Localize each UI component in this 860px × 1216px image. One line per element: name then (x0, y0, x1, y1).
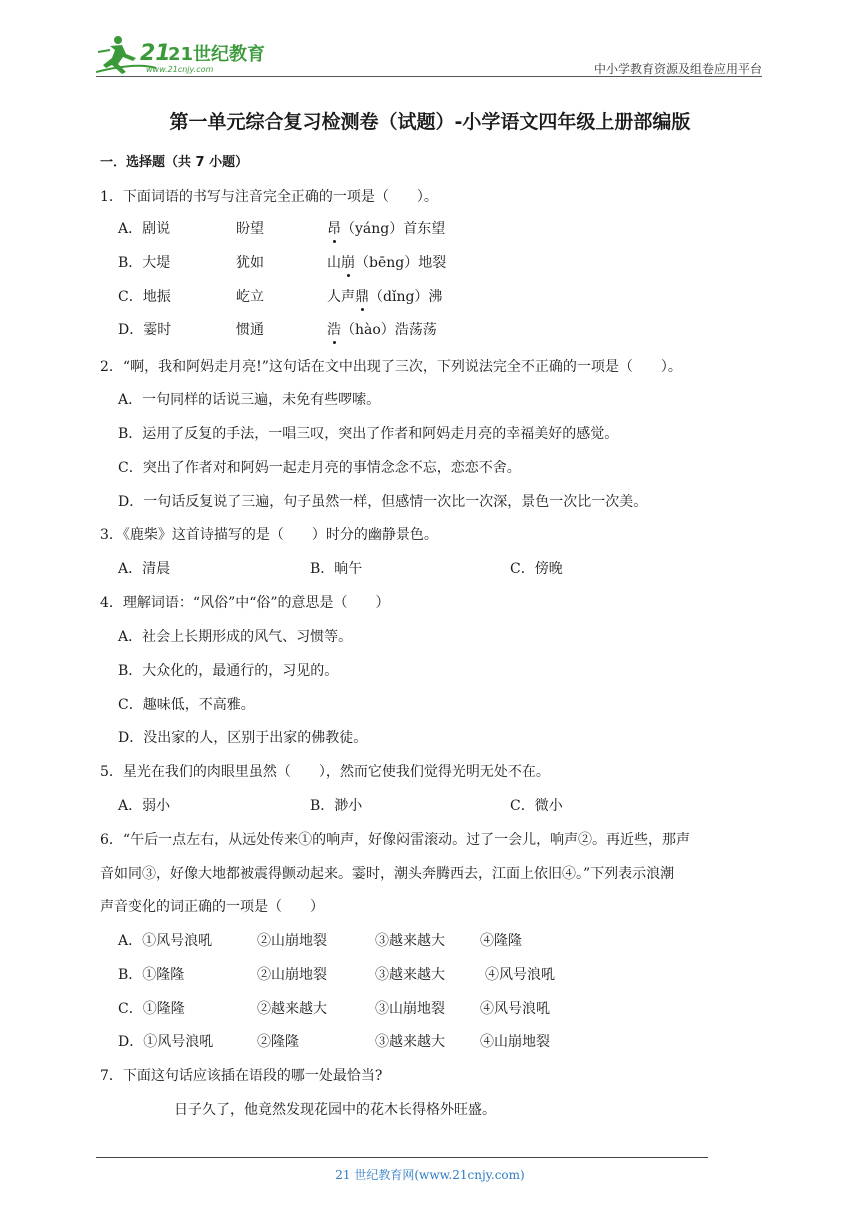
q3-option-c: C．傍晚 (510, 561, 563, 577)
footer-link[interactable]: 21 世纪教育网(www.21cnjy.com) (335, 1168, 525, 1182)
q1-stem: 1．下面词语的书写与注音完全正确的一项是（ ）。 (100, 189, 438, 205)
q4-stem: 4．理解词语：“风俗”中“俗”的意思是（ ） (100, 595, 390, 611)
q5-option-c: C．微小 (510, 798, 563, 814)
section-heading: 一．选择题（共 7 小题） (100, 155, 249, 170)
q4-option-a: A．社会上长期形成的风气、习惯等。 (118, 629, 353, 645)
header-divider (96, 76, 762, 77)
q7-stem: 7．下面这句话应该插在语段的哪一处最恰当? (100, 1068, 383, 1084)
q4-option-d: D．没出家的人，区别于出家的佛教徒。 (118, 730, 368, 746)
q5-stem: 5．星光在我们的肉眼里虽然（ ），然而它使我们觉得光明无处不在。 (100, 764, 550, 780)
q2-option-b: B．运用了反复的手法，一唱三叹，突出了作者和阿妈走月亮的幸福美好的感觉。 (118, 426, 619, 442)
q5-option-b: B．渺小 (310, 798, 363, 814)
svg-text:21世纪教育: 21世纪教育 (168, 44, 266, 65)
q4-option-b: B．大众化的，最通行的，习见的。 (118, 663, 339, 679)
q4-option-c: C．趣味低，不高雅。 (118, 697, 255, 713)
platform-name: 中小学教育资源及组卷应用平台 (593, 62, 762, 76)
q2-option-a: A．一句同样的话说三遍，未免有些啰嗦。 (118, 392, 381, 408)
q6-stem-line2: 音如同③，好像大地都被震得颤动起来。霎时，潮头奔腾西去，江面上依旧④。”下列表示浪潮 (100, 866, 675, 882)
svg-text:www.21cnjy.com: www.21cnjy.com (146, 65, 214, 74)
page-header (96, 32, 762, 80)
svg-text:21: 21 (140, 41, 171, 66)
q5-option-a: A．弱小 (118, 798, 171, 814)
q2-option-d: D．一句话反复说了三遍，句子虽然一样，但感情一次比一次深，景色一次比一次美。 (118, 494, 648, 510)
q6-stem-line1: 6．“午后一点左右，从远处传来①的响声，好像闷雷滚动。过了一会儿，响声②。再近些，那声 (100, 832, 691, 848)
footer-divider (96, 1157, 708, 1158)
q3-option-a: A．清晨 (118, 561, 171, 577)
q7-quote: 日子久了，他竟然发现花园中的花木长得格外旺盛。 (174, 1102, 496, 1118)
q2-stem: 2．“啊，我和阿妈走月亮!”这句话在文中出现了三次，下列说法完全不正确的一项是（ ）。 (100, 359, 682, 375)
document-title: 第一单元综合复习检测卷（试题）-小学语文四年级上册部编版 (169, 111, 691, 133)
q2-option-c: C．突出了作者对和阿妈一起走月亮的事情念念不忘，恋恋不舍。 (118, 460, 521, 476)
q6-stem-line3: 声音变化的词正确的一项是（ ） (100, 899, 324, 915)
q3-stem: 3．《鹿柴》这首诗描写的是（ ）时分的幽静景色。 (100, 527, 438, 543)
q3-option-b: B．晌午 (310, 561, 363, 577)
logo (96, 32, 266, 78)
